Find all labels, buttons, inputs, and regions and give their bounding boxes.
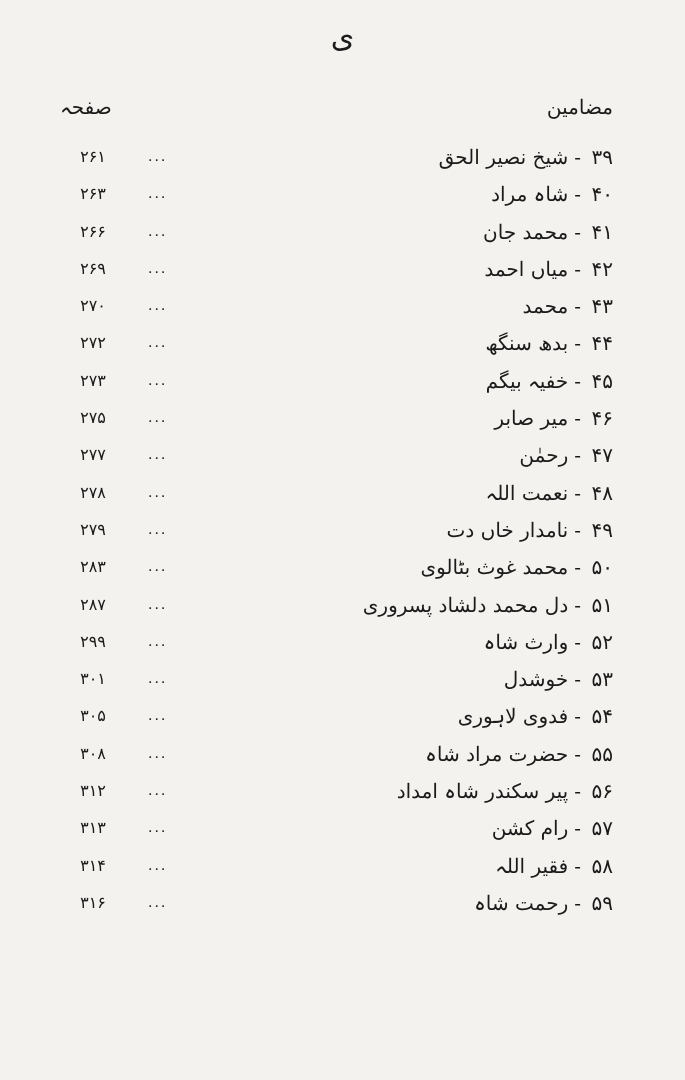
entry-page-number: ۳۰۱ (80, 669, 106, 689)
entry-page-number: ۲۸۳ (80, 557, 106, 577)
entry-number: ۴۵ (591, 368, 613, 393)
entry-dash: - (574, 704, 581, 729)
table-of-contents (0, 139, 685, 922)
dot-leader: ... (148, 820, 168, 837)
entry-title: شاہ مراد (491, 182, 569, 207)
toc-row (0, 587, 685, 624)
entry-title: محمد غوث بٹالوی (420, 555, 569, 580)
entry-page-number: ۳۰۸ (80, 743, 106, 763)
dot-leader: ... (148, 783, 168, 800)
entry-page-number: ۳۱۳ (80, 818, 106, 838)
toc-row (0, 549, 685, 586)
toc-entry (504, 663, 613, 695)
toc-entry (363, 589, 613, 621)
dot-leader: ... (148, 671, 168, 688)
entry-number: ۵۴ (591, 704, 613, 729)
toc-entry (483, 216, 613, 248)
entry-number: ۵۶ (591, 779, 613, 804)
entry-dash: - (574, 592, 581, 617)
entry-dash: - (574, 555, 581, 580)
entry-dash: - (574, 779, 581, 804)
entry-title: نامدار خاں دت (446, 517, 569, 542)
toc-entry (397, 775, 613, 807)
entry-title: میاں احمد (484, 256, 569, 281)
entry-number: ۵۳ (591, 667, 613, 692)
toc-entry (484, 253, 613, 285)
dot-leader: ... (148, 596, 168, 613)
toc-row (0, 885, 685, 922)
entry-dash: - (574, 331, 581, 356)
entry-number: ۵۰ (591, 555, 613, 580)
dot-leader: ... (148, 186, 168, 203)
entry-dash: - (574, 890, 581, 915)
toc-entry (495, 850, 613, 882)
toc-row (0, 661, 685, 698)
toc-entry (474, 887, 613, 919)
toc-entry (492, 812, 613, 844)
toc-row (0, 773, 685, 810)
entry-dash: - (574, 667, 581, 692)
entry-dash: - (574, 294, 581, 319)
dot-leader: ... (148, 447, 168, 464)
contents-header: مضامین (546, 95, 613, 119)
dot-leader: ... (148, 260, 168, 277)
entry-number: ۴۹ (591, 517, 613, 542)
entry-number: ۴۷ (591, 443, 613, 468)
toc-entry (485, 477, 613, 509)
entry-dash: - (574, 741, 581, 766)
entry-title: رحمت شاہ (474, 890, 569, 915)
toc-row (0, 288, 685, 325)
entry-title: محمد جان (483, 219, 569, 244)
dot-leader: ... (148, 372, 168, 389)
dot-leader: ... (148, 633, 168, 650)
toc-row (0, 437, 685, 474)
entry-title: حضرت مراد شاہ (425, 741, 569, 766)
entry-number: ۵۸ (591, 853, 613, 878)
toc-entry (523, 290, 613, 322)
entry-number: ۵۹ (591, 890, 613, 915)
entry-dash: - (574, 853, 581, 878)
entry-dash: - (574, 480, 581, 505)
toc-row (0, 400, 685, 437)
entry-page-number: ۲۷۹ (80, 519, 106, 539)
entry-page-number: ۲۸۷ (80, 594, 106, 614)
entry-page-number: ۲۶۱ (80, 147, 106, 166)
dot-leader: ... (148, 223, 168, 240)
toc-entry (485, 327, 613, 359)
toc-entry (491, 178, 613, 210)
dot-leader: ... (148, 857, 168, 874)
toc-row (0, 624, 685, 661)
dot-leader: ... (148, 559, 168, 576)
entry-title: فقیر اللہ (495, 853, 569, 878)
toc-entry (494, 402, 613, 434)
entry-title: بدھ سنگھ (485, 331, 569, 356)
toc-row (0, 214, 685, 251)
entry-dash: - (574, 145, 581, 169)
page-letter: ی (330, 20, 355, 55)
toc-entry (447, 514, 613, 546)
entry-dash: - (574, 256, 581, 281)
toc-entry (439, 141, 613, 173)
entry-page-number: ۲۷۸ (80, 482, 106, 502)
entry-title: وارث شاہ (483, 629, 569, 654)
dot-leader: ... (148, 335, 168, 352)
entry-title: خوشدل (503, 667, 569, 692)
entry-page-number: ۲۶۹ (80, 258, 106, 278)
toc-entry (486, 365, 613, 397)
entry-page-number: ۲۶۳ (80, 184, 106, 204)
entry-number: ۵۱ (591, 592, 613, 617)
entry-dash: - (574, 219, 581, 244)
entry-number: ۴۸ (591, 480, 613, 505)
entry-title: میر صابر (494, 406, 569, 431)
entry-title: دل محمد دلشاد پسروری (362, 592, 569, 617)
entry-number: ۴۰ (591, 182, 613, 207)
toc-row (0, 810, 685, 847)
entry-title: نعمت اللہ (485, 480, 569, 505)
entry-dash: - (574, 629, 581, 654)
dot-leader: ... (148, 894, 168, 911)
entry-dash: - (574, 368, 581, 393)
toc-row (0, 698, 685, 735)
entry-page-number: ۳۱۲ (80, 781, 106, 801)
toc-row (0, 475, 685, 512)
entry-dash: - (574, 443, 581, 468)
entry-dash: - (574, 406, 581, 431)
entry-page-number: ۲۷۳ (80, 370, 106, 390)
toc-row (0, 325, 685, 362)
dot-leader: ... (148, 484, 168, 501)
dot-leader: ... (148, 708, 168, 725)
entry-page-number: ۳۱۴ (80, 855, 106, 875)
entry-title: رحمٰن (519, 443, 569, 468)
entry-dash: - (574, 182, 581, 207)
entry-page-number: ۲۷۰ (80, 296, 106, 316)
entry-page-number: ۲۷۲ (80, 333, 106, 353)
entry-number: ۴۱ (591, 219, 613, 244)
dot-leader: ... (148, 521, 168, 538)
toc-row (0, 363, 685, 400)
entry-title: پیر سکندر شاہ امداد (396, 779, 569, 804)
entry-page-number: ۲۷۷ (80, 445, 106, 465)
entry-title: رام کشن (491, 816, 569, 841)
toc-row (0, 736, 685, 773)
entry-number: ۵۵ (591, 741, 613, 766)
entry-number: ۳۹ (591, 145, 613, 169)
page-column-header: صفحہ (60, 95, 112, 119)
entry-number: ۵۷ (591, 816, 613, 841)
toc-entry (420, 551, 613, 583)
toc-row (0, 512, 685, 549)
entry-title: خفیہ بیگم (485, 368, 569, 393)
dot-leader: ... (148, 410, 168, 427)
entry-page-number: ۳۰۵ (80, 706, 106, 726)
entry-number: ۵۲ (591, 629, 613, 654)
toc-row (0, 176, 685, 213)
entry-number: ۴۳ (591, 294, 613, 319)
toc-entry (519, 439, 613, 471)
entry-page-number: ۲۹۹ (80, 631, 106, 651)
entry-title: فدوی لاہوری (457, 704, 569, 729)
toc-entry (484, 626, 613, 658)
dot-leader: ... (148, 149, 168, 165)
toc-entry (425, 738, 613, 770)
entry-number: ۴۲ (591, 256, 613, 281)
entry-number: ۴۶ (591, 406, 613, 431)
entry-title: شیخ نصیر الحق (438, 145, 569, 169)
entry-title: محمد (522, 294, 569, 319)
toc-row (0, 848, 685, 885)
entry-dash: - (574, 816, 581, 841)
entry-page-number: ۲۷۵ (80, 408, 106, 428)
dot-leader: ... (148, 745, 168, 762)
dot-leader: ... (148, 298, 168, 315)
entry-page-number: ۳۱۶ (80, 892, 106, 912)
entry-dash: - (574, 517, 581, 542)
entry-page-number: ۲۶۶ (80, 221, 106, 241)
entry-number: ۴۴ (591, 331, 613, 356)
toc-row (0, 139, 685, 176)
toc-row (0, 251, 685, 288)
toc-entry (458, 700, 613, 732)
